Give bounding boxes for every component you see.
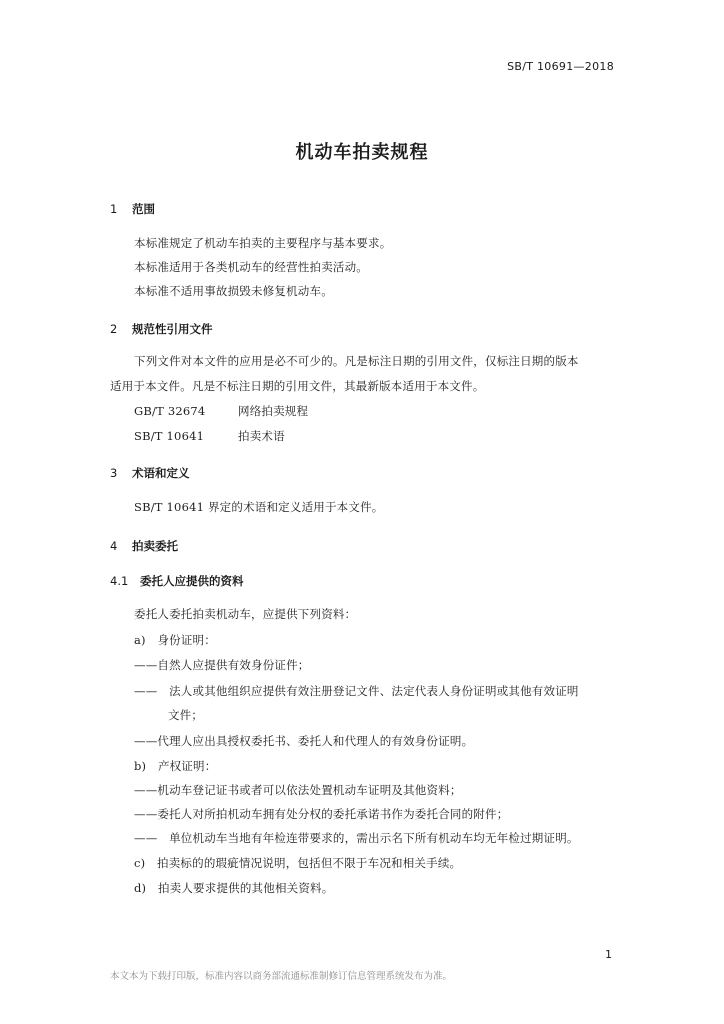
list-item-b: b) 产权证明：: [134, 759, 217, 773]
paragraph: 本标准适用于各类机动车的经营性拍卖活动。: [134, 260, 368, 274]
paragraph: 本标准规定了机动车拍卖的主要程序与基本要求。: [134, 236, 392, 250]
section-1-heading: [110, 201, 155, 217]
list-item-d: d) 拍卖人要求提供的其他相关资料。: [134, 881, 334, 895]
paragraph: 本标准不适用事故损毁未修复机动车。: [134, 284, 333, 298]
section-4-1-heading: [110, 573, 244, 589]
reference-name: 网络拍卖规程: [238, 404, 309, 418]
reference-code: GB/T 32674: [134, 404, 206, 418]
section-title: 范围: [132, 202, 155, 216]
section-number: 3: [110, 466, 118, 480]
paragraph: 委托人委托拍卖机动车，应提供下列资料：: [134, 607, 357, 621]
section-number: 2: [110, 322, 118, 336]
reference-name: 拍卖术语: [238, 429, 285, 443]
paragraph: 下列文件对本文件的应用是必不可少的。凡是标注日期的引用文件，仅标注日期的版本: [134, 354, 579, 368]
section-title: 拍卖委托: [132, 539, 178, 553]
footer-note: 本文本为下载打印版，标准内容以商务部流通标准制修订信息管理系统发布为准。: [110, 971, 453, 982]
dash-item: —— 法人或其他组织应提供有效注册登记文件、法定代表人身份证明或其他有效证明: [134, 684, 579, 698]
section-number: 1: [110, 202, 118, 216]
section-4-heading: [110, 538, 178, 554]
dash-item: ——机动车登记证书或者可以依法处置机动车证明及其他资料；: [134, 783, 462, 797]
reference-item: [134, 428, 285, 444]
list-item-c: c) 拍卖标的的瑕疵情况说明，包括但不限于车况和相关手续。: [134, 856, 462, 870]
paragraph: SB/T 10641 界定的术语和定义适用于本文件。: [134, 500, 384, 514]
section-title: 委托人应提供的资料: [140, 574, 244, 588]
reference-item: [134, 403, 308, 419]
list-item-a: a) 身份证明：: [134, 633, 216, 647]
standard-code: SB/T 10691—2018: [507, 60, 614, 73]
dash-item: ——委托人对所拍机动车拥有处分权的委托承诺书作为委托合同的附件；: [134, 807, 509, 821]
dash-item: ——代理人应出具授权委托书、委托人和代理人的有效身份证明。: [134, 734, 474, 748]
paragraph: 适用于本文件。凡是不标注日期的引用文件，其最新版本适用于本文件。: [110, 379, 485, 393]
section-title: 术语和定义: [132, 466, 190, 480]
dash-item: ——自然人应提供有效身份证件；: [134, 658, 310, 672]
document-title: 机动车拍卖规程: [295, 142, 429, 163]
section-number: 4.1: [110, 574, 129, 588]
reference-code: SB/T 10641: [134, 429, 205, 443]
section-3-heading: [110, 465, 190, 481]
dash-item: —— 单位机动车当地有年检连带要求的，需出示名下所有机动车均无年检过期证明。: [134, 831, 579, 845]
section-number: 4: [110, 539, 118, 553]
section-2-heading: [110, 321, 213, 337]
page-number: 1: [605, 948, 612, 961]
section-title: 规范性引用文件: [132, 322, 213, 336]
dash-item-continuation: 文件；: [168, 708, 204, 722]
